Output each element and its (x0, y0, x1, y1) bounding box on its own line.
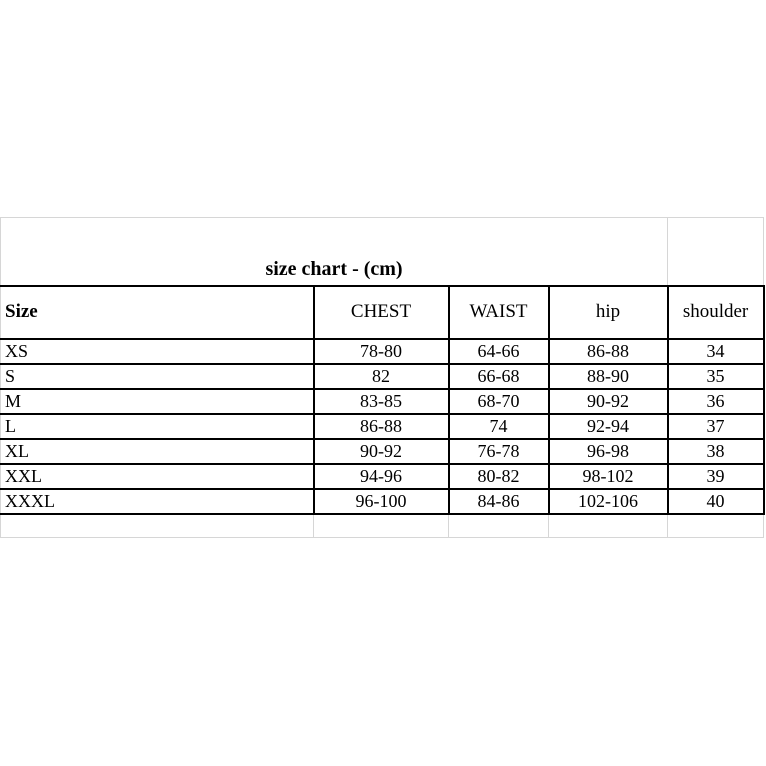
waist-value-cell: 74 (449, 414, 549, 439)
hip-value-cell: 98-102 (549, 464, 668, 489)
hip-value-cell: 88-90 (549, 364, 668, 389)
chest-value-cell: 96-100 (314, 489, 449, 514)
empty-cell (668, 514, 764, 538)
chest-value-cell: 83-85 (314, 389, 449, 414)
table-title: size chart - (cm) (1, 218, 668, 286)
table-row-m (1, 389, 764, 414)
table-row-xxxl (1, 489, 764, 514)
table-row-xs (1, 339, 764, 364)
header-cell-hip: hip (549, 286, 668, 339)
shoulder-value-cell: 39 (668, 464, 764, 489)
empty-cell (314, 514, 449, 538)
size-label-cell: XS (1, 339, 314, 364)
hip-value-cell: 86-88 (549, 339, 668, 364)
chest-value-cell: 86-88 (314, 414, 449, 439)
header-cell-chest: CHEST (314, 286, 449, 339)
chest-value-cell: 90-92 (314, 439, 449, 464)
title-empty-cell (668, 218, 764, 286)
size-label-cell: M (1, 389, 314, 414)
hip-value-cell: 90-92 (549, 389, 668, 414)
shoulder-value-cell: 40 (668, 489, 764, 514)
size-label-cell: S (1, 364, 314, 389)
chest-value-cell: 94-96 (314, 464, 449, 489)
waist-value-cell: 76-78 (449, 439, 549, 464)
table-row-xxl (1, 464, 764, 489)
table-row-l (1, 414, 764, 439)
shoulder-value-cell: 36 (668, 389, 764, 414)
header-row (1, 286, 764, 339)
empty-grid-row (1, 514, 764, 538)
waist-value-cell: 64-66 (449, 339, 549, 364)
empty-cell (549, 514, 668, 538)
size-label-cell: XXL (1, 464, 314, 489)
hip-value-cell: 92-94 (549, 414, 668, 439)
shoulder-value-cell: 38 (668, 439, 764, 464)
header-cell-shoulder: shoulder (668, 286, 764, 339)
table-row-xl (1, 439, 764, 464)
waist-value-cell: 80-82 (449, 464, 549, 489)
waist-value-cell: 84-86 (449, 489, 549, 514)
empty-cell (449, 514, 549, 538)
shoulder-value-cell: 35 (668, 364, 764, 389)
shoulder-value-cell: 37 (668, 414, 764, 439)
table-row-s (1, 364, 764, 389)
size-chart-table (0, 217, 765, 538)
chest-value-cell: 78-80 (314, 339, 449, 364)
shoulder-value-cell: 34 (668, 339, 764, 364)
header-cell-size: Size (1, 286, 314, 339)
header-cell-waist: WAIST (449, 286, 549, 339)
hip-value-cell: 102-106 (549, 489, 668, 514)
size-label-cell: XL (1, 439, 314, 464)
title-row (1, 218, 764, 286)
chest-value-cell: 82 (314, 364, 449, 389)
size-label-cell: XXXL (1, 489, 314, 514)
waist-value-cell: 68-70 (449, 389, 549, 414)
waist-value-cell: 66-68 (449, 364, 549, 389)
size-label-cell: L (1, 414, 314, 439)
hip-value-cell: 96-98 (549, 439, 668, 464)
empty-cell (1, 514, 314, 538)
